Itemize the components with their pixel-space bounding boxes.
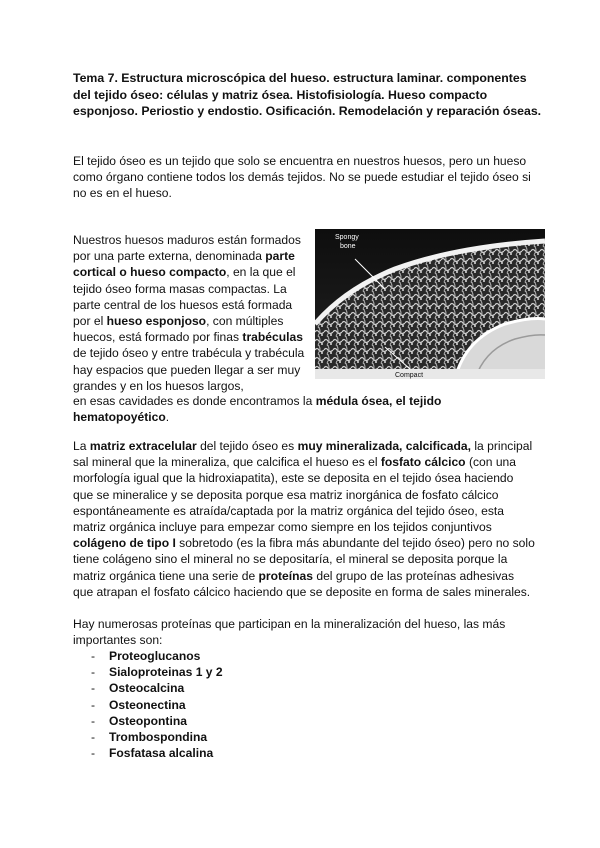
label-spongy-line2: bone bbox=[340, 243, 356, 250]
list-dash: - bbox=[91, 649, 96, 663]
list-dash: - bbox=[91, 730, 96, 745]
term-proteins: proteínas bbox=[258, 568, 313, 583]
list-item: - Proteoglucanos bbox=[91, 649, 201, 663]
protein-list bbox=[73, 648, 223, 761]
label-compact: Compact bbox=[395, 372, 424, 379]
term-bone-marrow: médula ósea, el tejido hematopoyético bbox=[73, 394, 442, 425]
matrix-paragraph: La matriz extracelular del tejido óseo es muy mineralizada, calcificada, la principal sal mineral que la mineraliza, que calcifica el hueso es el fosfato cálcico (con una morfología igual que la hidroxiapatita), este se deposita en el tejido ósea haciendo que se mineralice y se deposita porque esa matriz inorgánica de fosfato cálcico espontáneamente es atraída/captada por la matriz orgánica del tejido óseo, esta matriz orgánica incluye para empezar como siempre en los tejidos conjuntivos colágeno de tipo I sobretodo (es la fibra más abundante del tejido óseo) pero no solo tiene colágeno sino el mineral no se depositaría, el mineral se deposita porque la matriz orgánica tiene una serie de proteínas del grupo de las proteínas adhesivas que atrapan el fosfato cálcico haciendo que se deposite en forma de sales minerales. bbox=[73, 439, 535, 599]
bone-paragraph-continuation: en esas cavidades es donde encontramos la médula ósea, el tejido hematopoyético. bbox=[73, 394, 442, 425]
label-spongy-line1: Spongy bbox=[335, 234, 359, 241]
term-mineralized: muy mineralizada, calcificada, bbox=[297, 439, 471, 453]
term-trabeculae: trabéculas bbox=[242, 330, 303, 345]
list-dash: - bbox=[91, 665, 96, 680]
intro-paragraph: El tejido óseo es un tejido que solo se encuentra en nuestros huesos, pero un hueso como órgano contiene todos los demás tejidos. No se puede estudiar el tejido óseo si no es en el hueso. bbox=[73, 154, 531, 201]
bone-paragraph: Nuestros huesos maduros están formados por una parte externa, denominada parte cortical o hueso compacto, en la que el tejido óseo forma masas compactas. La parte central de los huesos está formada por el hueso esponjoso, con múltiples huecos, está formado por finas trabéculas de tejido óseo y entre trabécula y trabécula hay espacios que pueden llegar a ser muy grandes y en los huesos largos, bbox=[73, 233, 305, 393]
list-item: - Osteocalcina bbox=[91, 681, 185, 696]
list-item: - Osteopontina bbox=[91, 713, 187, 728]
list-dash: - bbox=[91, 746, 96, 761]
term-cortical: parte cortical o hueso compacto bbox=[73, 249, 295, 280]
list-dash: - bbox=[91, 681, 96, 696]
list-item: - Sialoproteinas 1 y 2 bbox=[91, 665, 223, 680]
term-collagen-type-i: colágeno de tipo I bbox=[73, 536, 176, 551]
term-spongy: hueso esponjoso bbox=[106, 314, 207, 329]
page-title: Tema 7. Estructura microscópica del hueso. estructura laminar. componentes del tejido óseo: células y matriz ósea. Histofisiología. Hueso compacto esponjoso. Periostio y endostio. Osificación. Remodelación y reparación óseas. bbox=[73, 71, 542, 118]
list-item: - Trombospondina bbox=[91, 730, 208, 745]
bone-micrograph-image bbox=[315, 229, 545, 379]
list-item: - Osteonectina bbox=[91, 697, 186, 712]
bone-micrograph-svg bbox=[315, 229, 545, 379]
term-extracellular-matrix: matriz extracelular bbox=[89, 439, 197, 453]
proteins-intro-paragraph: Hay numerosas proteínas que participan en la mineralización del hueso, las más importantes son: bbox=[73, 617, 506, 648]
list-dash: - bbox=[91, 713, 96, 728]
list-item: - Fosfatasa alcalina bbox=[91, 746, 214, 761]
list-dash: - bbox=[91, 697, 96, 712]
term-calcium-phosphate: fosfato cálcico bbox=[380, 455, 466, 470]
